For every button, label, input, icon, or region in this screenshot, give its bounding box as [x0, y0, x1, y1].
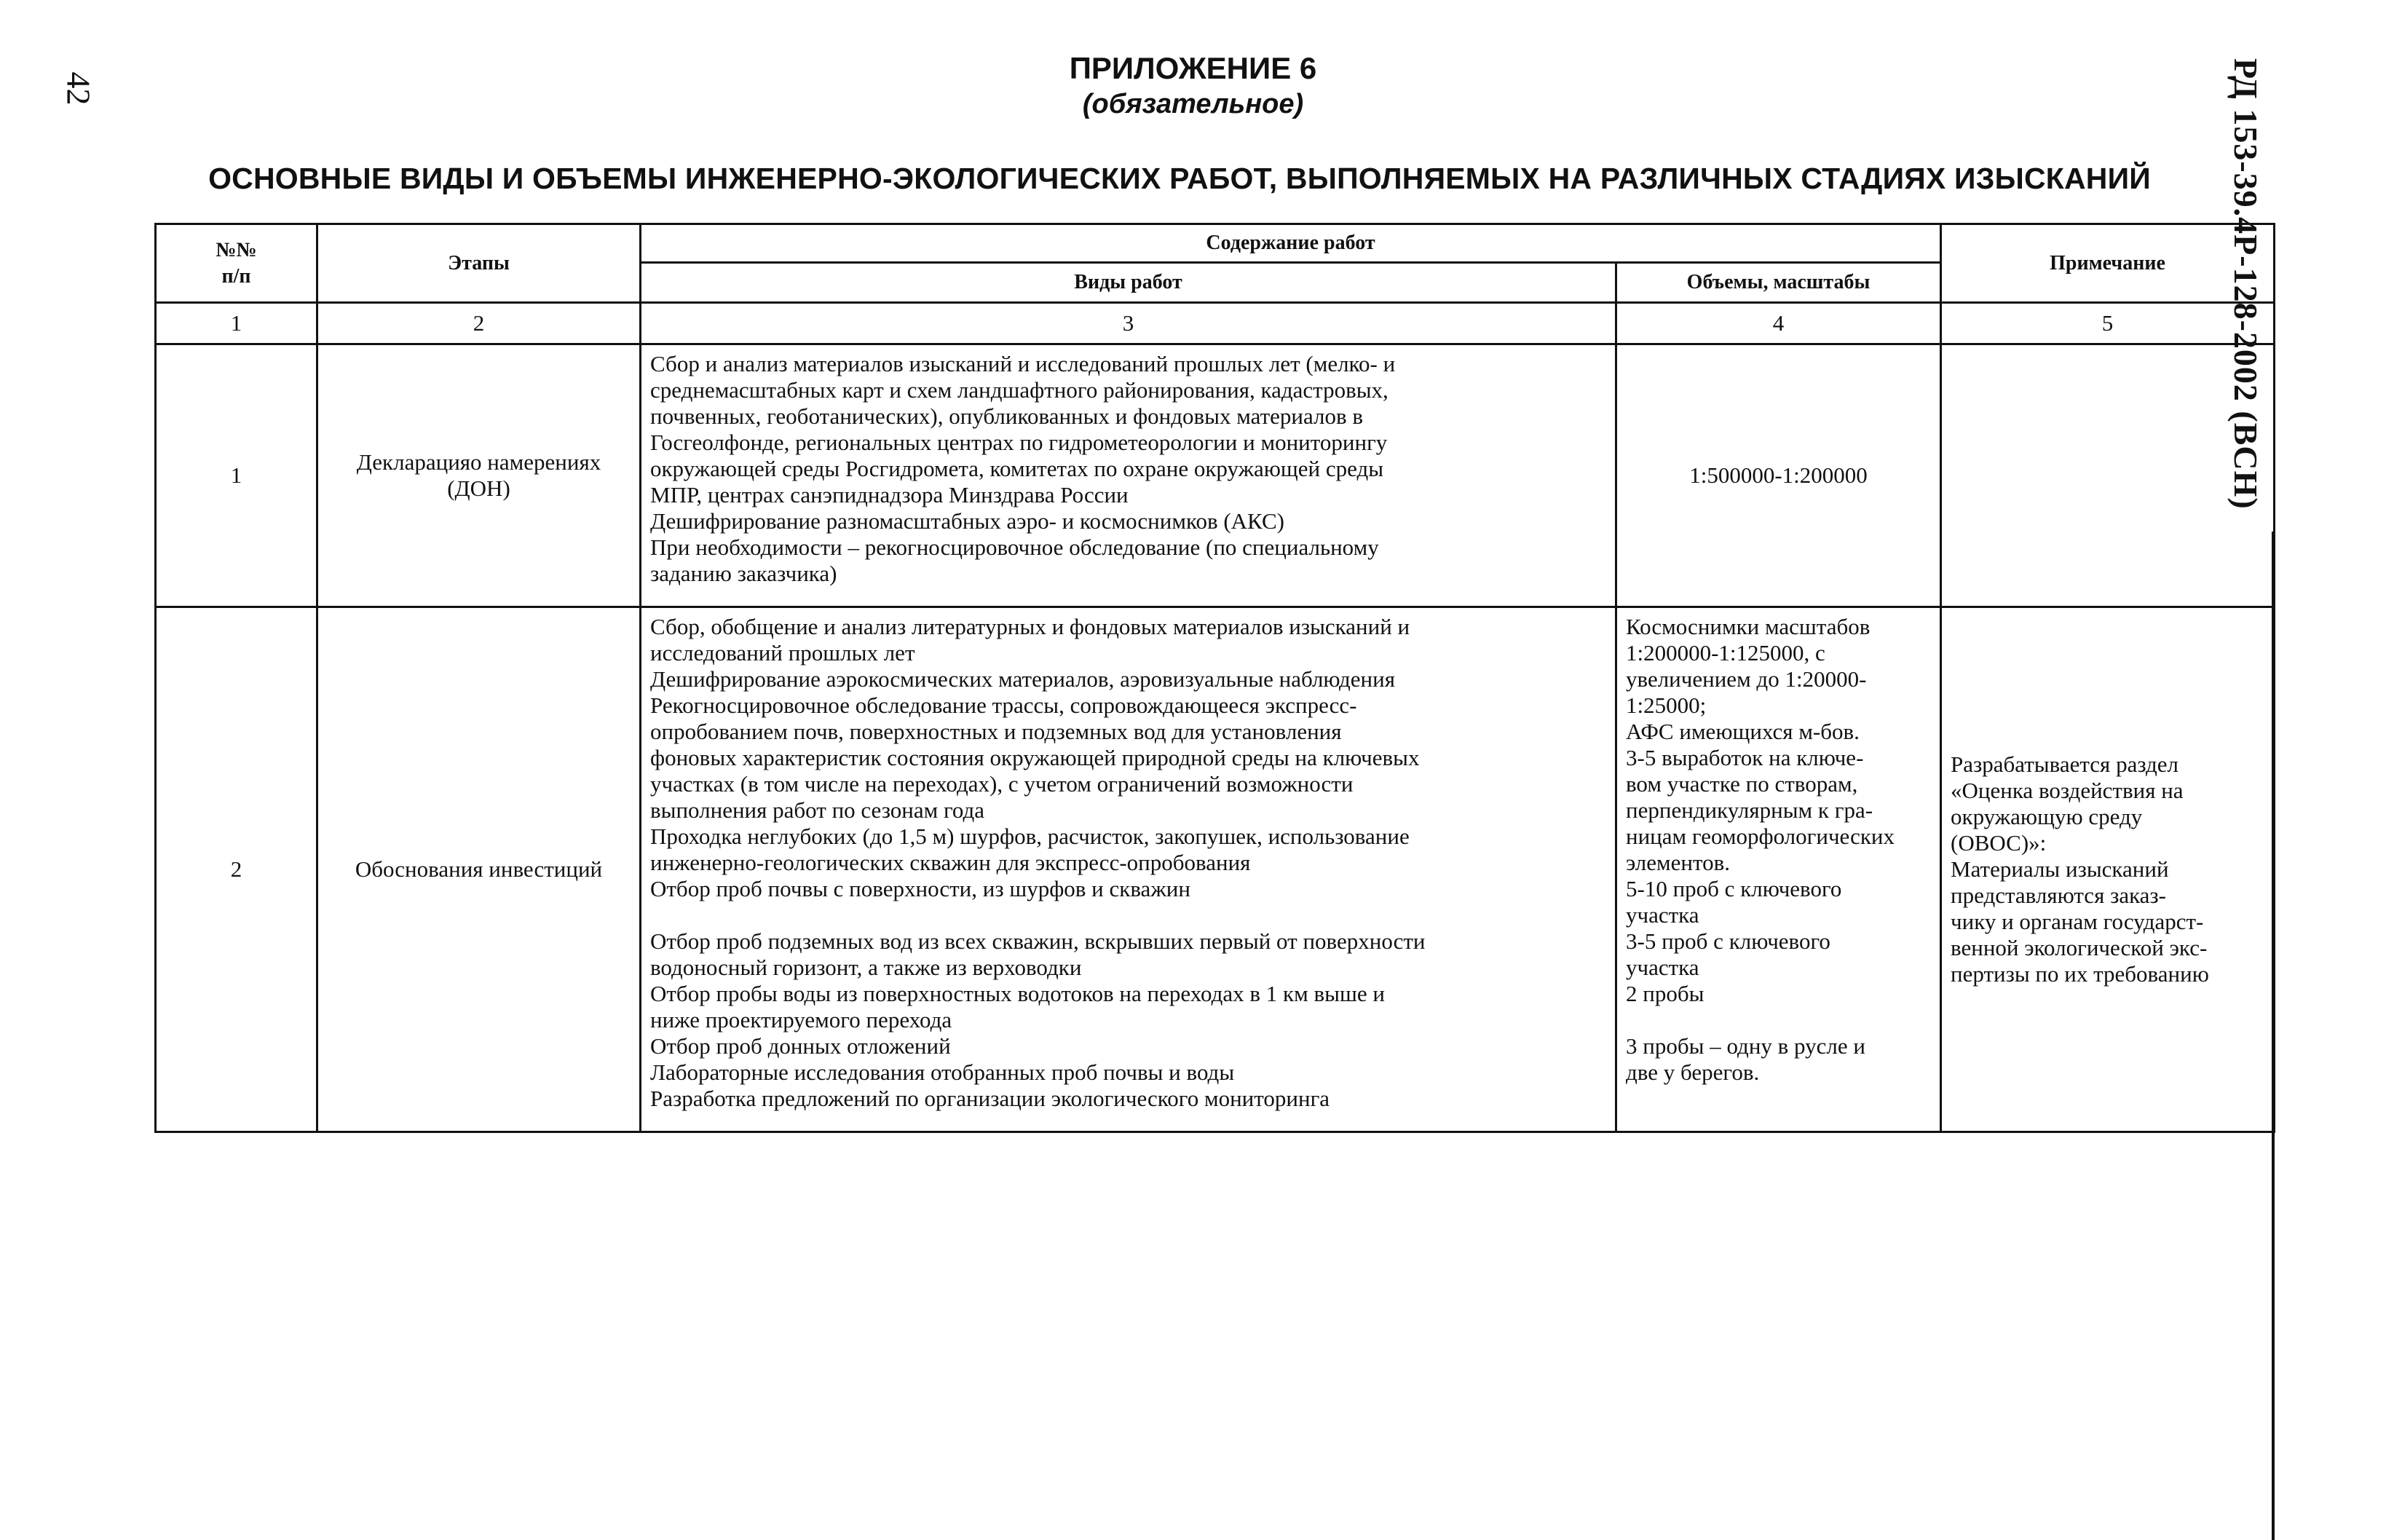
note-line: пертизы по их требованию — [1951, 961, 2209, 987]
works-line: инженерно-геологических скважин для экспресс-опробования — [650, 850, 1251, 875]
works-line: При необходимости – рекогносцировочное обследование (по специальному — [650, 534, 1379, 560]
volumes-line: элементов. — [1626, 850, 1730, 875]
works-line: Госгеолфонде, региональных центрах по гидрометеорологии и мониторингу — [650, 430, 1388, 455]
header-note: Примечание — [1941, 224, 2275, 303]
works-line: Разработка предложений по организации экологического мониторинга — [650, 1086, 1330, 1111]
column-number-row — [156, 303, 2275, 344]
works-line: Сбор, обобщение и анализ литературных и фондовых материалов изысканий и — [650, 614, 1410, 639]
volumes-line: 1:200000-1:125000, с — [1626, 640, 1825, 666]
volumes-line: вом участке по створам, — [1626, 771, 1858, 797]
works-line: Рекогносцировочное обследование трассы, сопровождающееся экспресс- — [650, 692, 1357, 718]
volumes-line: участка — [1626, 955, 1699, 980]
spacer — [650, 902, 1606, 928]
volumes-line: 2 пробы — [1626, 981, 1704, 1006]
volumes-line: увеличением до 1:20000- — [1626, 666, 1867, 692]
volumes-line: участка — [1626, 902, 1699, 928]
document-title: ОСНОВНЫЕ ВИДЫ И ОБЪЕМЫ ИНЖЕНЕРНО-ЭКОЛОГИЧЕСКИХ РАБОТ, ВЫПОЛНЯЕМЫХ НА РАЗЛИЧНЫХ СТАДИЯХ ИЗЫСКАНИЙ — [208, 162, 2151, 195]
appendix-title: ПРИЛОЖЕНИЕ 6 — [1069, 51, 1317, 85]
header-row-1 — [156, 224, 2275, 263]
volumes-line: 1:25000; — [1626, 692, 1707, 718]
volumes-line: 3 пробы – одну в русле и — [1626, 1033, 1865, 1059]
works-line: среднемасштабных карт и схем ландшафтного районирования, кадастровых, — [650, 377, 1388, 403]
works-line: опробованием почв, поверхностных и подземных вод для установления — [650, 719, 1342, 744]
works-line: Дешифрирование разномасштабных аэро- и космоснимков (АКС) — [650, 508, 1284, 534]
note-line: (ОВОС)»: — [1951, 830, 2047, 856]
stage-line: Декларацияо намерениях — [356, 449, 601, 475]
col-number: 1 — [156, 303, 317, 344]
col-number: 5 — [1941, 303, 2275, 344]
note-line: «Оценка воздействия на — [1951, 778, 2184, 803]
stage-line: (ДОН) — [447, 475, 510, 501]
volumes-line: две у берегов. — [1626, 1059, 1760, 1085]
works-line: водоносный горизонт, а также из верховодки — [650, 955, 1082, 980]
row-stage — [317, 344, 641, 607]
col-number: 2 — [317, 303, 641, 344]
note-line: венной экологической экс- — [1951, 935, 2208, 960]
document-code-text: РД 153-39.4Р-128-2002 (ВСН) — [2227, 58, 2264, 510]
works-line: выполнения работ по сезонам года — [650, 797, 985, 823]
works-line: почвенных, геоботанических), опубликованных и фондовых материалов в — [650, 403, 1364, 429]
page-number: 42 — [60, 71, 98, 106]
works-line: ниже проектируемого перехода — [650, 1007, 952, 1032]
row-volumes: 1:500000-1:200000 — [1616, 344, 1941, 607]
appendix-subtitle: (обязательное) — [1082, 89, 1304, 119]
note-line: Разрабатывается раздел — [1951, 751, 2179, 777]
col-number: 4 — [1616, 303, 1941, 344]
volumes-line: Космоснимки масштабов — [1626, 614, 1871, 639]
volumes-line: АФС имеющихся м-бов. — [1626, 719, 1860, 744]
note-line: Материалы изысканий — [1951, 856, 2169, 882]
note-line: представляются заказ- — [1951, 882, 2166, 908]
header-kinds: Виды работ — [641, 263, 1616, 303]
works-line: Сбор и анализ материалов изысканий и исследований прошлых лет (мелко- и — [650, 351, 1396, 376]
works-line: окружающей среды Росгидромета, комитетах по охране окружающей среды — [650, 456, 1384, 481]
works-line: Дешифрирование аэрокосмических материалов, аэровизуальные наблюдения — [650, 666, 1395, 692]
volumes-line: 5-10 проб с ключевого — [1626, 876, 1842, 901]
row-stage: Обоснования инвестиций — [317, 607, 641, 1132]
works-line: участках (в том числе на переходах), с учетом ограничений возможности — [650, 771, 1354, 797]
row-number: 2 — [156, 607, 317, 1132]
header-content: Содержание работ — [641, 224, 1941, 263]
works-line: Отбор пробы воды из поверхностных водотоков на переходах в 1 км выше и — [650, 981, 1385, 1006]
col-number: 3 — [641, 303, 1616, 344]
volumes-line: 3-5 выработок на ключе- — [1626, 745, 1864, 770]
volumes-line: перпендикулярным к гра- — [1626, 797, 1873, 823]
table-row — [156, 344, 2275, 607]
row-note — [1941, 607, 2275, 1132]
row-volumes — [1616, 607, 1941, 1132]
works-line: заданию заказчика) — [650, 561, 837, 586]
header-num-line2: п/п — [221, 264, 251, 288]
row-works — [641, 607, 1616, 1132]
table-row — [156, 607, 2275, 1132]
works-line: Проходка неглубоких (до 1,5 м) шурфов, расчисток, закопушек, использование — [650, 824, 1410, 849]
works-line: Отбор проб почвы с поверхности, из шурфов и скважин — [650, 876, 1190, 901]
spacer — [1626, 1007, 1931, 1033]
volumes-line: ницам геоморфологических — [1626, 824, 1895, 849]
works-line: исследований прошлых лет — [650, 640, 915, 666]
note-line: чику и органам государст- — [1951, 909, 2204, 934]
row-note — [1941, 344, 2275, 607]
works-line: МПР, центрах санэпиднадзора Минздрава России — [650, 482, 1129, 508]
row-number: 1 — [156, 344, 317, 607]
header-stages: Этапы — [317, 224, 641, 303]
header-volumes: Объемы, масштабы — [1616, 263, 1941, 303]
works-line: Отбор проб донных отложений — [650, 1033, 951, 1059]
header-num — [156, 224, 317, 303]
note-line: окружающую среду — [1951, 804, 2143, 829]
volumes-line: 3-5 проб с ключевого — [1626, 928, 1830, 954]
row-works — [641, 344, 1616, 607]
works-line: Лабораторные исследования отобранных проб почвы и воды — [650, 1059, 1235, 1085]
works-table — [154, 223, 2275, 1133]
works-line: Отбор проб подземных вод из всех скважин, вскрывших первый от поверхности — [650, 928, 1426, 954]
header-num-line1: №№ — [216, 238, 257, 261]
works-line: фоновых характеристик состояния окружающей природной среды на ключевых — [650, 745, 1420, 770]
